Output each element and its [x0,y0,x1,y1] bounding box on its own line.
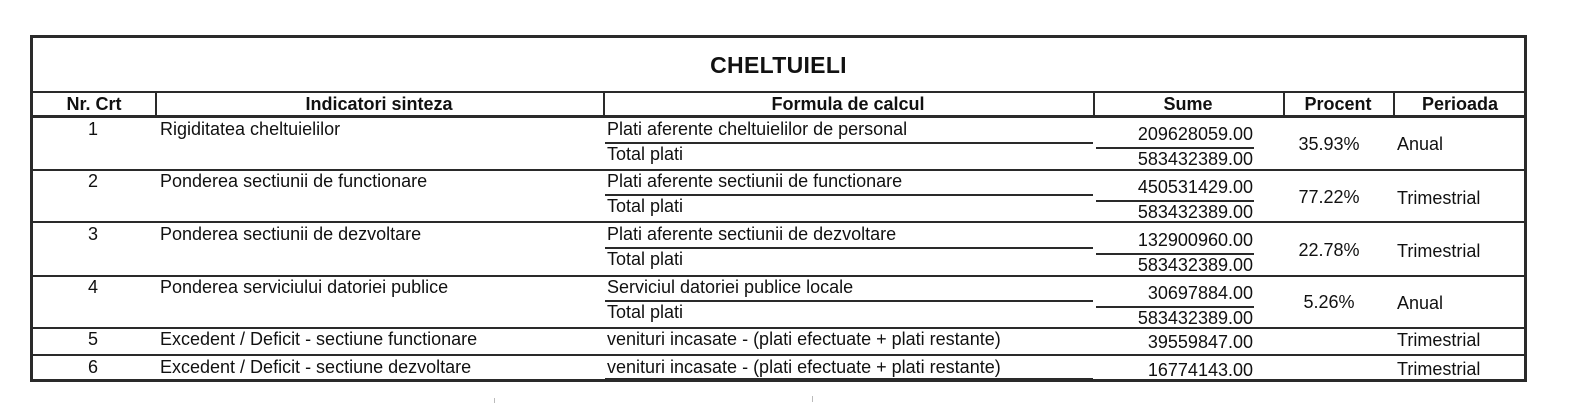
row-indicator: Ponderea sectiunii de functionare [160,171,428,191]
formula-underline [605,378,1093,380]
row-sum-numerator: 132900960.00 [1137,230,1253,250]
row-nr: 5 [87,329,98,349]
cheltuieli-table [30,35,1527,382]
header-nr: Nr. Crt [66,93,122,114]
row-perioada: Trimestrial [1397,188,1481,208]
row-sum-denominator: 583432389.00 [1137,149,1253,169]
row-formula: venituri incasate - (plati efectuate + plati restante) [607,357,1001,377]
row-perioada: Trimestrial [1397,359,1481,379]
row-indicator: Ponderea sectiunii de dezvoltare [160,224,422,244]
header-sume: Sume [1163,93,1213,114]
table-title: CHELTUIELI [710,51,847,78]
row-sum: 39559847.00 [1147,332,1253,352]
row-divider [33,221,1524,223]
row-procent: 22.78% [1298,240,1360,260]
row-formula-denominator: Total plati [607,249,684,269]
row-formula-denominator: Total plati [607,144,684,164]
row-formula-numerator: Plati aferente sectiunii de dezvoltare [607,224,897,244]
row-divider [33,354,1524,356]
row-formula-numerator: Plati aferente cheltuielilor de personal [607,119,908,139]
header-formula: Formula de calcul [771,93,925,114]
row-perioada: Anual [1397,293,1444,313]
row-formula-numerator: Plati aferente sectiunii de functionare [607,171,903,191]
row-sum: 16774143.00 [1147,360,1253,380]
row-formula-denominator: Total plati [607,196,684,216]
header-procent: Procent [1304,93,1372,114]
row-procent: 77.22% [1298,187,1360,207]
sum-underline [1096,380,1254,382]
row-procent: 5.26% [1303,292,1355,312]
row-indicator: Ponderea serviciului datoriei publice [160,277,449,297]
row-nr: 6 [87,357,98,377]
row-sum-denominator: 583432389.00 [1137,255,1253,275]
row-formula-numerator: Serviciul datoriei publice locale [607,277,854,297]
row-procent: 35.93% [1298,134,1360,154]
row-sum-numerator: 450531429.00 [1137,177,1253,197]
header-indicator: Indicatori sinteza [305,93,453,114]
row-indicator: Excedent / Deficit - sectiune dezvoltare [160,357,472,377]
row-perioada: Trimestrial [1397,241,1481,261]
header-perioada: Perioada [1421,93,1499,114]
row-nr: 2 [87,171,98,191]
row-nr: 3 [87,224,98,244]
row-perioada: Trimestrial [1397,330,1481,350]
row-formula: venituri incasate - (plati efectuate + plati restante) [607,329,1001,349]
row-sum-numerator: 209628059.00 [1137,124,1253,144]
row-nr: 1 [87,119,98,139]
scan-mark [494,398,495,403]
row-indicator: Rigiditatea cheltuielilor [160,119,341,139]
row-sum-denominator: 583432389.00 [1137,202,1253,222]
row-nr: 4 [87,277,98,297]
row-indicator: Excedent / Deficit - sectiune functionare [160,329,478,349]
row-perioada: Anual [1397,134,1444,154]
row-sum-numerator: 30697884.00 [1147,283,1253,303]
row-formula-denominator: Total plati [607,302,684,322]
row-sum-denominator: 583432389.00 [1137,308,1253,328]
scan-mark [812,396,813,402]
